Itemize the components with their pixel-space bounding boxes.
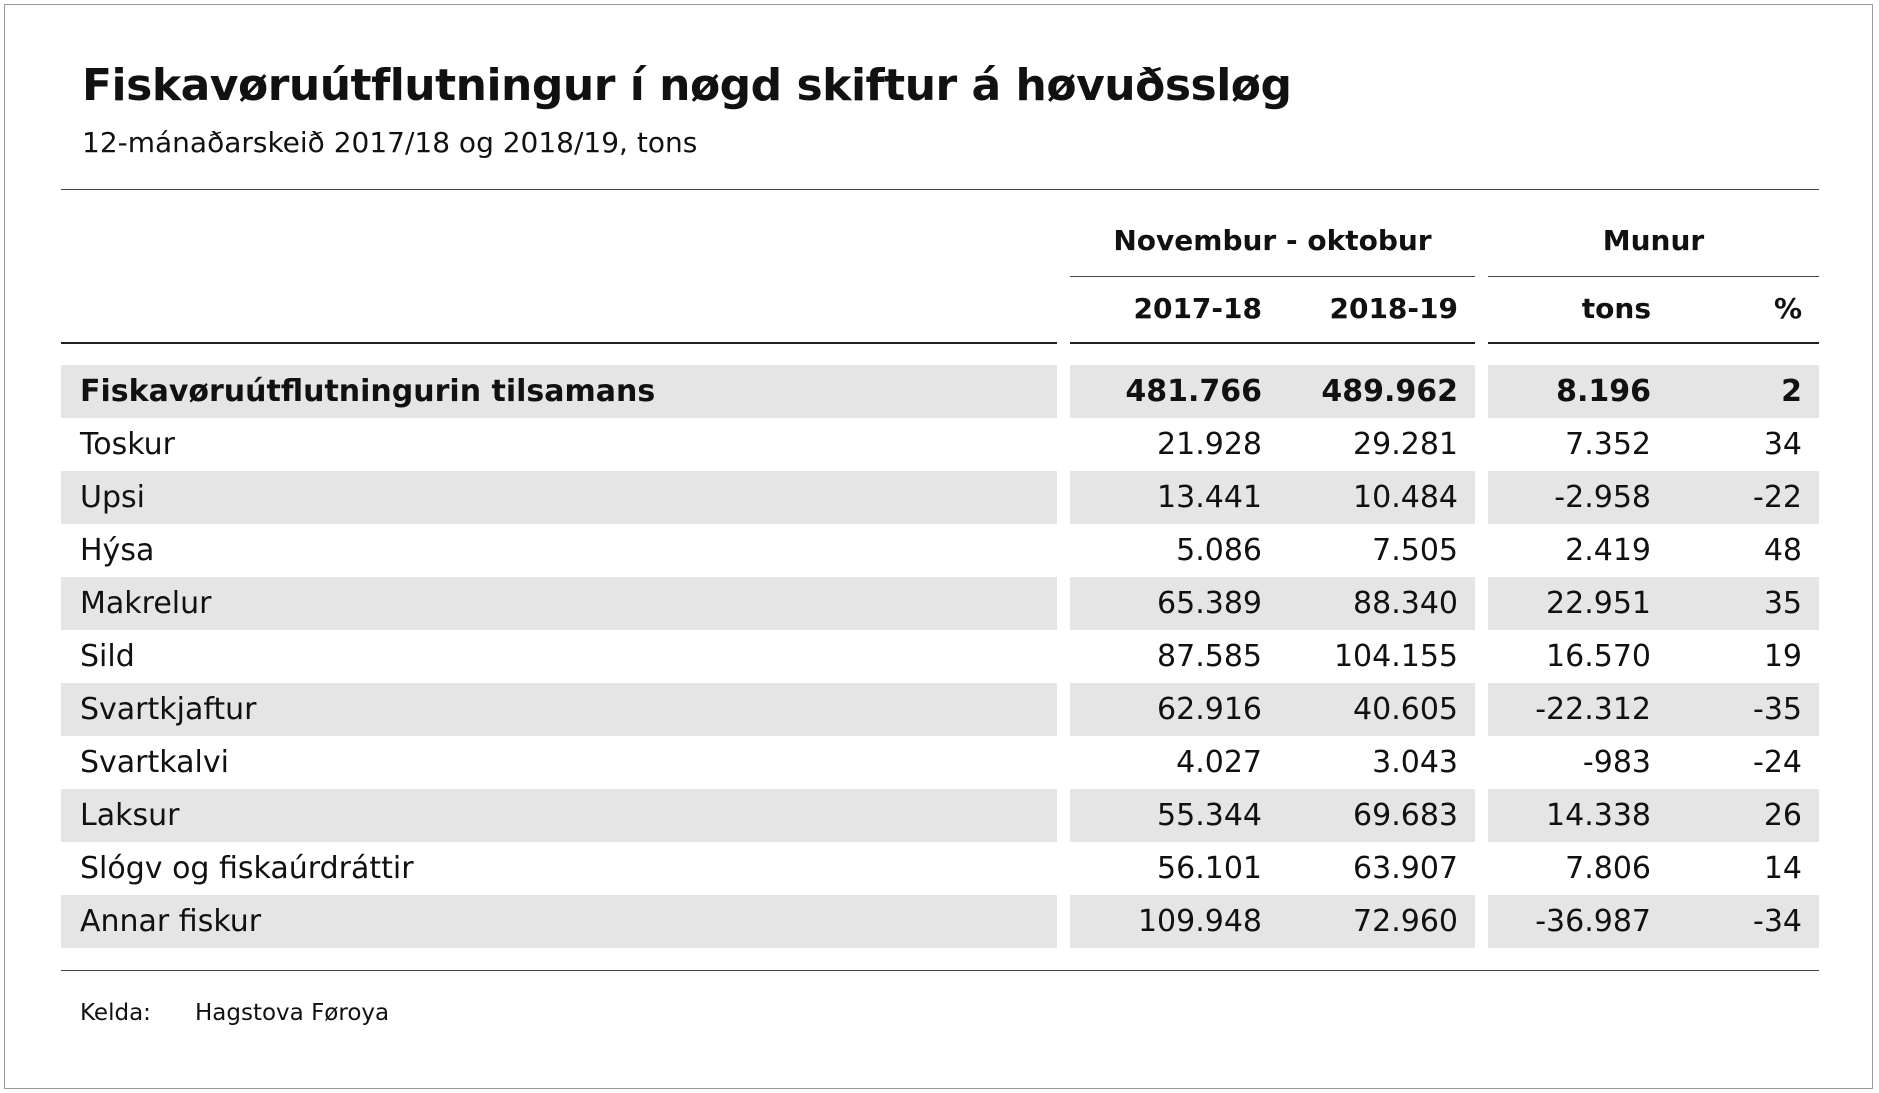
header-rule-difference	[1488, 342, 1819, 344]
value-2017-18: 56.101	[1157, 851, 1262, 886]
value-2018-19: 29.281	[1353, 427, 1458, 462]
difference-tons: 8.196	[1556, 374, 1651, 409]
row-label: Makrelur	[80, 586, 212, 621]
column-header-2018-19: 2018-19	[1329, 292, 1458, 325]
difference-tons: -22.312	[1535, 692, 1651, 727]
difference-tons: -983	[1582, 745, 1651, 780]
value-2018-19: 3.043	[1372, 745, 1458, 780]
difference-percent: 14	[1763, 851, 1802, 886]
difference-tons: 7.352	[1565, 427, 1651, 462]
row-label: Fiskavøruútflutningurin tilsamans	[80, 374, 656, 409]
value-2017-18: 55.344	[1157, 798, 1262, 833]
group-rule-period	[1070, 276, 1475, 277]
value-2017-18: 65.389	[1157, 586, 1262, 621]
difference-tons: 16.570	[1546, 639, 1651, 674]
difference-tons: 22.951	[1546, 586, 1651, 621]
value-2017-18: 481.766	[1125, 374, 1262, 409]
difference-tons: 7.806	[1565, 851, 1651, 886]
value-2018-19: 88.340	[1353, 586, 1458, 621]
difference-percent: 26	[1763, 798, 1802, 833]
value-2018-19: 10.484	[1353, 480, 1458, 515]
value-2018-19: 69.683	[1353, 798, 1458, 833]
difference-percent: 34	[1763, 427, 1802, 462]
header-rule-label	[61, 342, 1057, 344]
row-shade	[61, 471, 1057, 524]
column-header-percent: %	[1773, 292, 1802, 325]
group-header-period: Novembur - oktobur	[1113, 224, 1432, 257]
column-header-tons: tons	[1581, 292, 1651, 325]
value-2017-18: 87.585	[1157, 639, 1262, 674]
value-2017-18: 109.948	[1137, 904, 1262, 939]
difference-tons: -36.987	[1535, 904, 1651, 939]
difference-tons: 14.338	[1546, 798, 1651, 833]
bottom-rule	[61, 970, 1819, 971]
difference-percent: -35	[1753, 692, 1802, 727]
value-2018-19: 489.962	[1321, 374, 1458, 409]
row-label: Toskur	[80, 427, 176, 462]
difference-percent: 48	[1763, 533, 1802, 568]
row-label: Laksur	[80, 798, 180, 833]
row-shade	[61, 789, 1057, 842]
value-2018-19: 7.505	[1372, 533, 1458, 568]
row-label: Sild	[80, 639, 135, 674]
value-2017-18: 5.086	[1176, 533, 1262, 568]
difference-tons: 2.419	[1565, 533, 1651, 568]
value-2018-19: 40.605	[1353, 692, 1458, 727]
group-rule-difference	[1488, 276, 1819, 277]
value-2018-19: 72.960	[1353, 904, 1458, 939]
row-label: Slógv og fiskaúrdráttir	[80, 851, 414, 886]
difference-percent: 19	[1763, 639, 1802, 674]
difference-percent: -24	[1753, 745, 1802, 780]
value-2017-18: 62.916	[1157, 692, 1262, 727]
row-label: Svartkjaftur	[80, 692, 257, 727]
difference-percent: -22	[1753, 480, 1802, 515]
group-header-difference: Munur	[1602, 224, 1705, 257]
table-title: Fiskavøruútflutningur í nøgd skiftur á høvuðssløg	[82, 60, 1292, 111]
value-2018-19: 63.907	[1353, 851, 1458, 886]
top-rule	[61, 189, 1819, 190]
header-rule-period	[1070, 342, 1475, 344]
source-value: Hagstova Føroya	[195, 1000, 390, 1026]
row-label: Hýsa	[80, 533, 155, 568]
value-2018-19: 104.155	[1333, 639, 1458, 674]
column-header-2017-18: 2017-18	[1133, 292, 1262, 325]
value-2017-18: 4.027	[1176, 745, 1262, 780]
difference-percent: 2	[1781, 374, 1802, 409]
row-label: Svartkalvi	[80, 745, 229, 780]
value-2017-18: 21.928	[1157, 427, 1262, 462]
row-label: Upsi	[80, 480, 145, 515]
difference-percent: 35	[1763, 586, 1802, 621]
difference-tons: -2.958	[1554, 480, 1651, 515]
table-subtitle: 12-mánaðarskeið 2017/18 og 2018/19, tons	[82, 126, 698, 159]
difference-percent: -34	[1753, 904, 1802, 939]
value-2017-18: 13.441	[1157, 480, 1262, 515]
row-label: Annar fiskur	[80, 904, 262, 939]
source-label: Kelda:	[80, 1000, 151, 1026]
